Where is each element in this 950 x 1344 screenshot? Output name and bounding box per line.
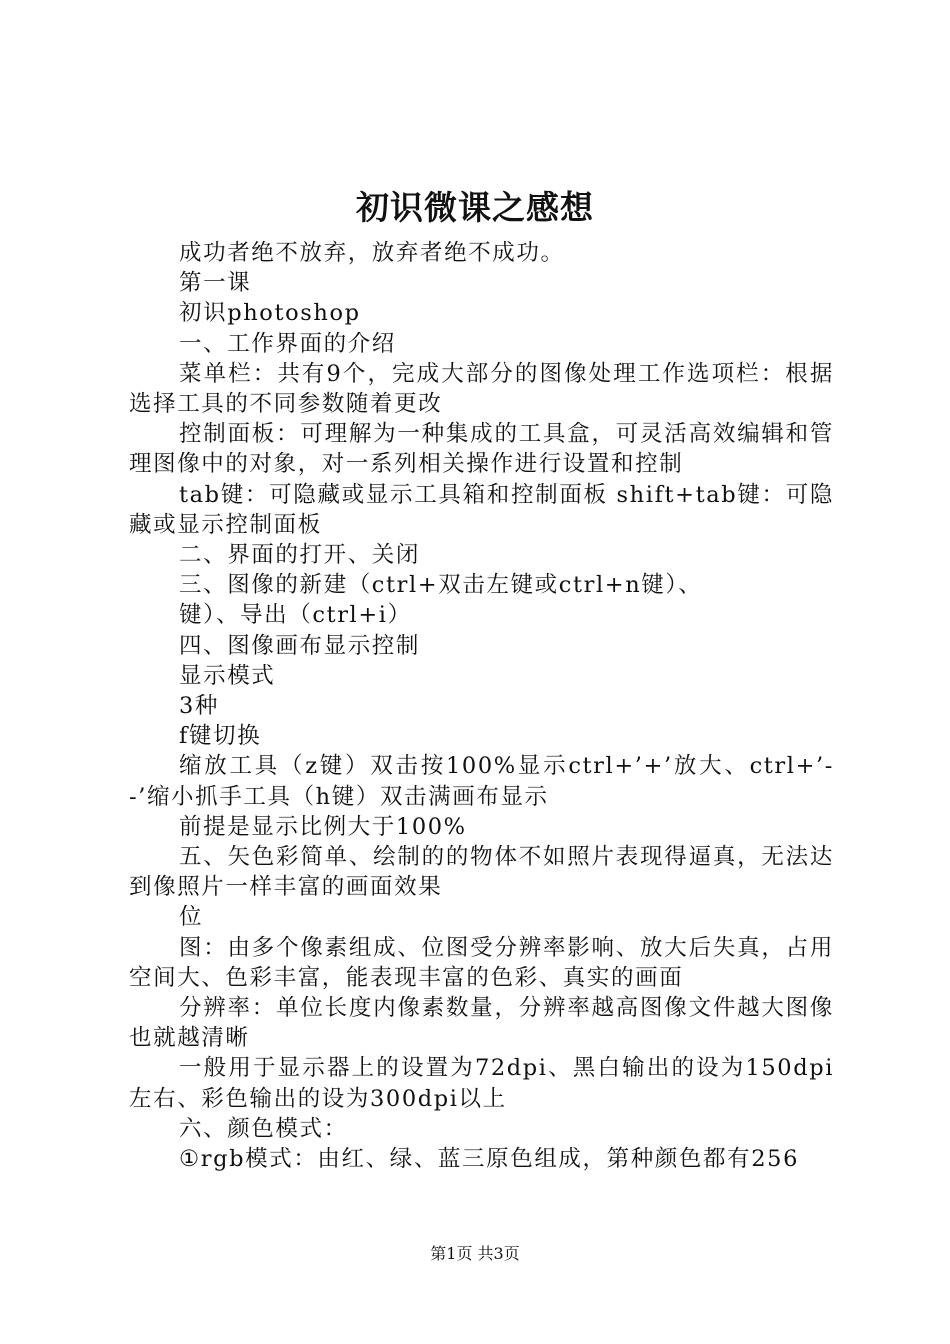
paragraph-section-six: 六、颜色模式： (179, 1115, 348, 1142)
paragraph-section-one: 一、工作界面的介绍 (179, 330, 396, 357)
paragraph-section-two: 二、界面的打开、关闭 (179, 542, 421, 569)
paragraph-tab-key: tab键：可隐藏或显示工具箱和控制面板 shift+tab键：可隐藏或显示控制面板 (129, 481, 834, 538)
paragraph-intro-photoshop: 初识photoshop (179, 300, 361, 327)
paragraph-bit: 位 (179, 904, 204, 931)
paragraph-menu-bar: 菜单栏：共有9个，完成大部分的图像处理工作选项栏：根据选择工具的不同参数随着更改 (129, 360, 834, 418)
paragraph-export: 键）、导出（ctrl+i） (179, 602, 412, 629)
paragraph-display-mode: 显示模式 (179, 662, 276, 689)
paragraph-three-kinds: 3种 (179, 693, 220, 720)
paragraph-f-key: f键切换 (179, 723, 262, 750)
paragraph-motto: 成功者绝不放弃，放弃者绝不成功。 (179, 240, 565, 266)
document-title: 初识微课之感想 (356, 188, 594, 227)
page-number-footer: 第1页 共3页 (430, 1244, 520, 1263)
paragraph-rgb-mode: ①rgb模式：由红、绿、蓝三原色组成，第种颜色都有256 (179, 1146, 799, 1173)
document-body (129, 238, 834, 1174)
paragraph-premise: 前提是显示比例大于100% (179, 813, 467, 840)
paragraph-bitmap: 图：由多个像素组成、位图受分辨率影响、放大后失真，占用空间大、色彩丰富，能表现丰富的色彩、真实的画面 (129, 934, 834, 991)
paragraph-resolution: 分辨率：单位长度内像素数量，分辨率越高图像文件越大图像也就越清晰 (129, 995, 834, 1052)
paragraph-dpi-settings: 一般用于显示器上的设置为72dpi、黑白输出的设为150dpi左右、彩色输出的设为300dpi以上 (129, 1055, 834, 1112)
paragraph-section-three: 三、图像的新建（ctrl+双击左键或ctrl+n键）、 (179, 572, 703, 599)
paragraph-section-four: 四、图像画布显示控制 (179, 632, 421, 659)
paragraph-control-panel: 控制面板：可理解为一种集成的工具盒，可灵活高效编辑和管理图像中的对象，对一系列相关操作进行设置和控制 (129, 421, 834, 478)
paragraph-section-five: 五、矢色彩简单、绘制的的物体不如照片表现得逼真，无法达到像照片一样丰富的画面效果 (129, 844, 834, 901)
paragraph-zoom-tool: 缩放工具（z键）双击按100%显示ctrl+’+’放大、ctrl+’--’缩小抓手工具（h键）双击满画布显示 (129, 753, 834, 810)
paragraph-lesson-one: 第一课 (179, 270, 252, 297)
